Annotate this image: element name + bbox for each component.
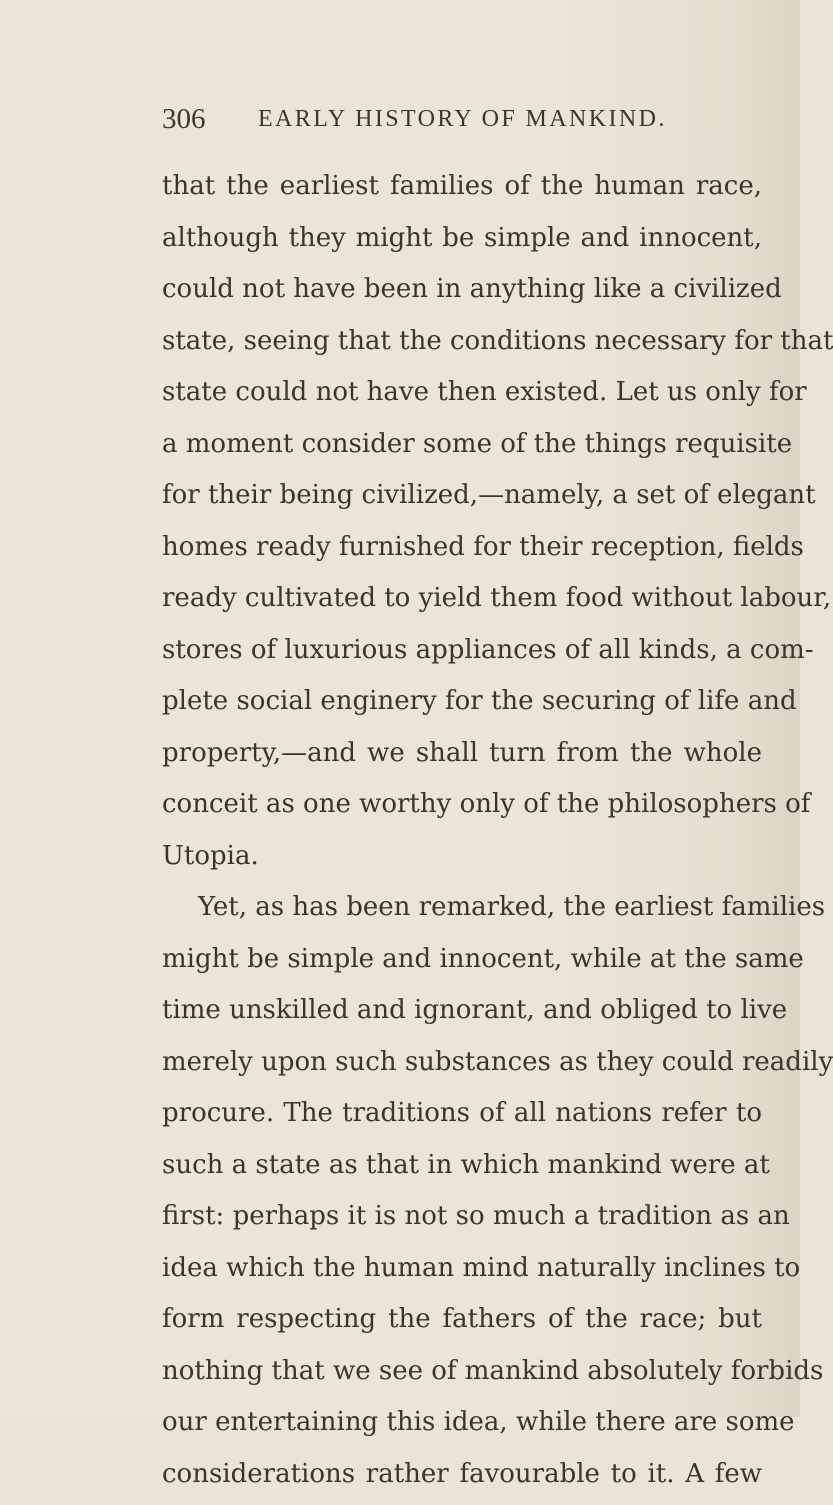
paragraph-1 [162,166,762,887]
text-line: homes ready furnished for their reception, fields [162,527,762,579]
text-line: nothing that we see of mankind absolutely forbids [162,1351,762,1403]
text-line: for their being civilized,—namely, a set of elegant [162,475,762,527]
text-line: Yet, as has been remarked, the earliest families [162,887,762,939]
text-line: time unskilled and ignorant, and obliged to live [162,990,762,1042]
text-line: state could not have then existed. Let us only for [162,372,762,424]
text-line: stores of luxurious appliances of all kinds, a com- [162,630,762,682]
text-line: form respecting the fathers of the race; but [162,1299,762,1351]
text-line: although they might be simple and innocent, [162,218,762,270]
text-line: could not have been in anything like a civilized [162,269,762,321]
text-line: first: perhaps it is not so much a tradition as an [162,1196,762,1248]
text-line: conceit as one worthy only of the philosophers of [162,784,762,836]
text-line: procure. The traditions of all nations refer to [162,1093,762,1145]
text-line: that the earliest families of the human race, [162,166,762,218]
text-line: merely upon such substances as they could readily [162,1042,762,1094]
text-line: our entertaining this idea, while there are some [162,1402,762,1454]
text-line: property,—and we shall turn from the whole [162,733,762,785]
text-line: state, seeing that the conditions necessary for that [162,321,762,373]
running-title: EARLY HISTORY OF MANKIND. [258,106,667,133]
text-line: idea which the human mind naturally inclines to [162,1248,762,1300]
text-line: might be simple and innocent, while at the same [162,939,762,991]
page-number: 306 [162,103,206,136]
text-line: Utopia. [162,836,762,888]
text-line: ready cultivated to yield them food without labour, [162,578,762,630]
text-line: such a state as that in which mankind were at [162,1145,762,1197]
body-text [162,166,762,1505]
text-line: plete social enginery for the securing of life and [162,681,762,733]
paragraph-2 [162,887,762,1505]
text-line: considerations rather favourable to it. A few [162,1454,762,1505]
text-line: a moment consider some of the things requisite [162,424,762,476]
